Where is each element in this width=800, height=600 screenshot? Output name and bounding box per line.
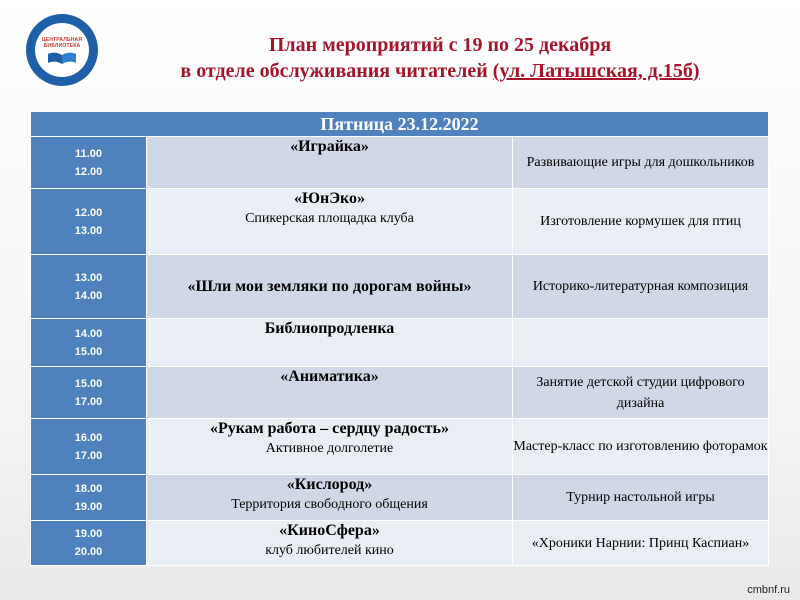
time-start: 12.00	[74, 206, 103, 219]
description-cell: «Хроники Нарнии: Принц Каспиан»	[513, 521, 769, 566]
event-cell	[147, 367, 513, 419]
time-start: 15.00	[74, 377, 103, 390]
event-cell	[147, 255, 513, 319]
time-end: 17.00	[74, 395, 103, 408]
time-cell	[31, 137, 147, 189]
table-row	[31, 189, 769, 255]
event-subtitle: Активное долголетие	[265, 441, 394, 456]
title-line-1: План мероприятий с 19 по 25 декабря	[268, 34, 612, 56]
time-cell	[31, 521, 147, 566]
time-end: 14.00	[74, 289, 103, 302]
schedule-table	[30, 111, 769, 566]
event-name: «Рукам работа – сердцу радость»	[210, 420, 449, 437]
time-start: 18.00	[74, 482, 103, 495]
logo-inner	[35, 23, 89, 77]
event-name: «КиноСфера»	[279, 522, 380, 539]
time-end: 17.00	[74, 449, 103, 462]
watermark: cmbnf.ru	[747, 584, 790, 596]
time-end: 20.00	[74, 546, 103, 558]
event-cell	[147, 521, 513, 566]
event-subtitle: Территория свободного общения	[231, 497, 428, 512]
event-cell	[147, 137, 513, 189]
event-name: «Кислород»	[286, 476, 373, 493]
event-name: «Аниматика»	[280, 368, 379, 385]
time-cell	[31, 367, 147, 419]
description-cell: Занятие детской студии цифрового дизайна	[513, 367, 769, 419]
event-subtitle: клуб любителей кино	[265, 543, 394, 558]
event-cell	[147, 189, 513, 255]
library-logo	[26, 14, 98, 86]
event-cell	[147, 475, 513, 521]
table-row	[31, 319, 769, 367]
event-name: «ЮнЭко»	[293, 190, 366, 207]
time-end: 15.00	[74, 345, 103, 358]
event-cell	[147, 319, 513, 367]
title-address: (ул. Латышская, д.15б)	[492, 60, 700, 82]
table-row	[31, 521, 769, 566]
time-cell	[31, 319, 147, 367]
table-row	[31, 367, 769, 419]
time-cell	[31, 419, 147, 475]
event-name: «Играйка»	[290, 138, 369, 155]
time-cell	[31, 475, 147, 521]
description-cell: Мастер-класс по изготовлению фоторамок	[513, 419, 769, 475]
table-row	[31, 137, 769, 189]
table-row	[31, 475, 769, 521]
table-row	[31, 255, 769, 319]
book-icon	[47, 52, 77, 64]
page-title	[120, 32, 760, 84]
logo-text: ЦЕНТРАЛЬНАЯ БИБЛИОТЕКА	[41, 36, 83, 49]
time-end: 12.00	[74, 165, 103, 178]
time-start: 19.00	[74, 528, 103, 540]
description-cell: Изготовление кормушек для птиц	[513, 189, 769, 255]
event-subtitle: Спикерская площадка клуба	[245, 211, 414, 226]
event-name: Библиопродленка	[264, 320, 395, 337]
description-cell: Развивающие игры для дошкольников	[513, 137, 769, 189]
time-cell	[31, 255, 147, 319]
event-cell	[147, 419, 513, 475]
description-cell: Турнир настольной игры	[513, 475, 769, 521]
time-start: 11.00	[75, 147, 102, 160]
day-header: Пятница 23.12.2022	[31, 112, 769, 137]
time-end: 19.00	[74, 500, 103, 513]
table-row	[31, 419, 769, 475]
description-cell: Историко-литературная композиция	[513, 255, 769, 319]
time-start: 13.00	[74, 271, 103, 284]
time-cell	[31, 189, 147, 255]
title-line-2	[120, 58, 760, 84]
description-cell	[513, 319, 769, 367]
time-start: 14.00	[74, 327, 103, 340]
event-name: «Шли мои земляки по дорогам войны»	[187, 277, 472, 295]
time-start: 16.00	[74, 431, 103, 444]
time-end: 13.00	[74, 224, 103, 237]
day-header-row	[31, 112, 769, 137]
title-line-2-prefix: в отделе обслуживания читателей	[180, 60, 493, 82]
